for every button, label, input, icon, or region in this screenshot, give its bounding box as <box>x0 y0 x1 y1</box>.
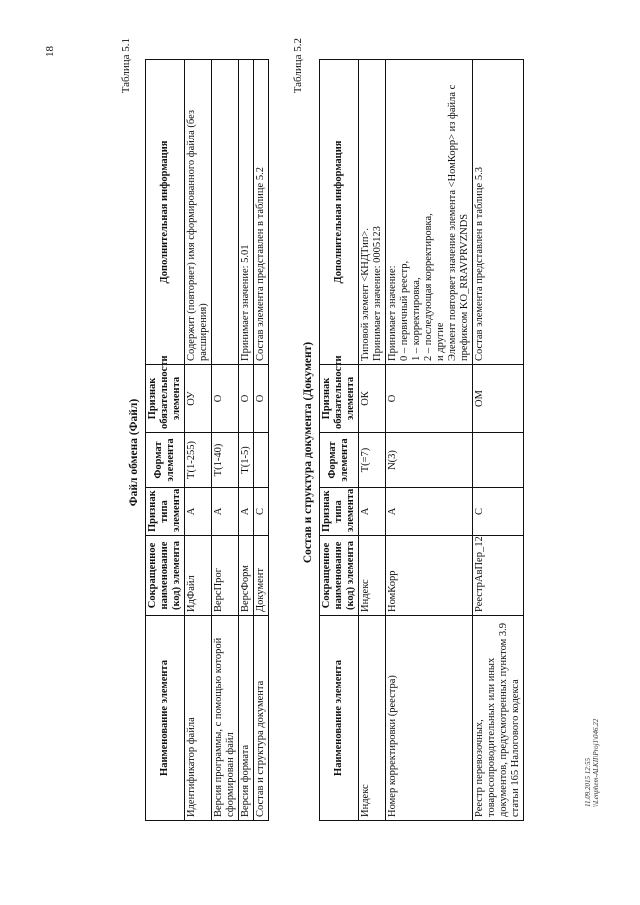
table-cell: Состав и структура документа <box>254 616 269 821</box>
table-row <box>473 60 524 821</box>
footer-stamp <box>584 719 600 807</box>
page-number: 18 <box>44 46 56 57</box>
header-row <box>320 60 359 821</box>
table1-body <box>185 60 269 821</box>
table-cell: ВерсПрог <box>212 536 239 616</box>
table-cell: НомКорр <box>386 536 473 616</box>
column-header: Признак обязательности элемента <box>146 365 185 433</box>
table-cell: О <box>254 365 269 433</box>
table-cell: А <box>359 488 386 536</box>
footer-line: 11.09.2015 12:55 <box>584 757 592 807</box>
table-cell: С <box>473 488 524 536</box>
table-cell: ОМ <box>473 365 524 433</box>
column-header: Наименование элемента <box>146 616 185 821</box>
table-row <box>212 60 239 821</box>
table1-number: Таблица 5.1 <box>120 38 132 94</box>
table-cell: Состав элемента представлен в таблице 5.3 <box>473 60 524 365</box>
table-cell: Содержит (повторяет) имя сформированного файла (без расширения) <box>185 60 212 365</box>
table-cell: Идентификатор файла <box>185 616 212 821</box>
table-cell: Версия формата <box>239 616 254 821</box>
table-cell: Т(1-40) <box>212 433 239 488</box>
column-header: Признак обязательности элемента <box>320 365 359 433</box>
column-header: Наименование элемента <box>320 616 359 821</box>
table-cell: А <box>212 488 239 536</box>
table-cell <box>254 433 269 488</box>
table-cell: С <box>254 488 269 536</box>
column-header: Признак типа элемента <box>320 488 359 536</box>
footer-line: \\Lenphem-ALKII\Proj1\046.22 <box>592 718 600 807</box>
table2-number: Таблица 5.2 <box>292 38 304 94</box>
table-cell <box>212 60 239 365</box>
table2-header <box>320 60 359 821</box>
table-cell: ИдФайл <box>185 536 212 616</box>
table-cell: Т(1-5) <box>239 433 254 488</box>
column-header: Признак типа элемента <box>146 488 185 536</box>
table1 <box>145 59 269 821</box>
table-cell: Версия программы, с помощью которой сформирован файл <box>212 616 239 821</box>
table1-title: Файл обмена (Файл) <box>128 398 140 507</box>
table-cell: Принимает значение: 5.01 <box>239 60 254 365</box>
table-cell: А <box>239 488 254 536</box>
table-cell <box>473 433 524 488</box>
table-cell: ОК <box>359 365 386 433</box>
column-header: Формат элемента <box>146 433 185 488</box>
table-row <box>386 60 473 821</box>
table-cell: Состав элемента представлен в таблице 5.2 <box>254 60 269 365</box>
table-cell: Принимает значение: 0 – первичный реестр, 1 – корректировка, 2 – последующая корректировка, и другие Элемент повторяет значение элемента <НомКорр> из файла с префиксом KO_RRAVPRVZNDS <box>386 60 473 365</box>
table-cell: А <box>185 488 212 536</box>
table-cell: Документ <box>254 536 269 616</box>
table-cell: Номер корректировки (реестра) <box>386 616 473 821</box>
column-header: Сокращенное наименование (код) элемента <box>320 536 359 616</box>
table-cell: Типовой элемент <КНДТип>. Принимает значение: 0005123 <box>359 60 386 365</box>
table-cell: О <box>212 365 239 433</box>
table1-header <box>146 60 185 821</box>
table-cell: Реестр перевозочных, товаросопроводительных или иных документов, предусмотренных пунктом 3.9 статьи 165 Налогового кодекса <box>473 616 524 821</box>
header-row <box>146 60 185 821</box>
table-cell: ОУ <box>185 365 212 433</box>
table-row <box>254 60 269 821</box>
column-header: Сокращенное наименование (код) элемента <box>146 536 185 616</box>
table2-body <box>359 60 524 821</box>
table-cell: Т(=7) <box>359 433 386 488</box>
column-header: Дополнительная информация <box>320 60 359 365</box>
table-row <box>239 60 254 821</box>
table-cell: О <box>386 365 473 433</box>
table2 <box>319 59 524 821</box>
table-cell: Индекс <box>359 536 386 616</box>
column-header: Дополнительная информация <box>146 60 185 365</box>
table-cell: О <box>239 365 254 433</box>
table-cell: N(3) <box>386 433 473 488</box>
table-cell: Индекс <box>359 616 386 821</box>
table-cell: Т(1-255) <box>185 433 212 488</box>
table-row <box>185 60 212 821</box>
table-cell: А <box>386 488 473 536</box>
table2-title: Состав и структура документа (Документ) <box>302 341 314 564</box>
table-cell: РеестрАвПер_12 <box>473 536 524 616</box>
table-row <box>359 60 386 821</box>
column-header: Формат элемента <box>320 433 359 488</box>
table-cell: ВерсФорм <box>239 536 254 616</box>
